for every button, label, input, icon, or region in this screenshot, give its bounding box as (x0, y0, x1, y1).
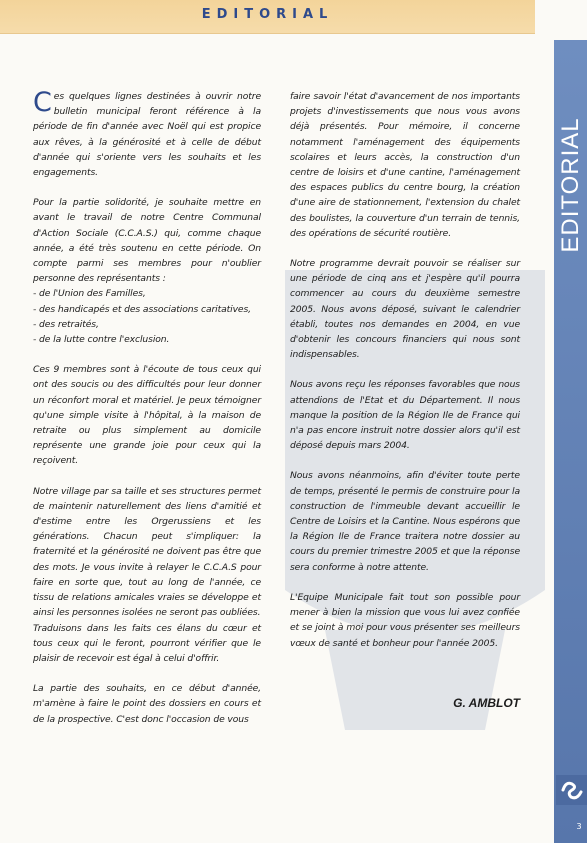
paragraph: Nous avons reçu les réponses favorables que nous attendions de l'Etat et du Département. Il nous manque la position de la Région Ile de France qui n'a pas encore instruit notre dossier alors qu'il est déposé depuis mars 2004. (290, 379, 520, 452)
paragraph: L'Equipe Municipale fait tout son possible pour mener à bien la mission que vous lui avez confiée et se joint à moi pour vous présenter ses meilleurs vœux de santé et bonheur pour l'année 2005. (290, 591, 520, 649)
paragraph: Pour la partie solidorité, je souhaite mettre en avant le travail de notre Centre Communal d'Action Sociale (C.C.A.S.) qui, comme chaque année, a été très soutenu en cette période. On compte parmi ses membres pour n'oublier personne des représentants : (33, 197, 261, 285)
paragraph: Notre village par sa taille et ses structures permet de maintenir naturellement des liens d'amitié et d'estime entre les Orgerussiens et les générations. Chacun peut s'impliquer: la fraternité et la générosité ne doivent pas être que des mots. Je vous invite à relayer le C.C.A.S pour faire en sorte que, tout au long de l'année, ce tissu de relations amicales vraies se développe et ainsi les personnes isolées ne seront pas oubliées. (33, 485, 261, 619)
list-item: - de l'Union des Familles, (33, 288, 146, 300)
list-item: - des retraités, (33, 318, 99, 330)
swirl-logo-icon (556, 775, 587, 805)
paragraph: La partie des souhaits, en ce début d'année, m'amène à faire le point des dossiers en cours et de la prospective. C'est donc l'occasion de vous (33, 683, 261, 725)
side-section-title: EDITORIAL (557, 117, 584, 253)
signature: G. AMBLOT (453, 696, 520, 710)
paragraph: Ces 9 membres sont à l'écoute de tous ceux qui ont des soucis ou des difficultés pour leur donner un réconfort moral et matériel. Je peux témoigner qu'une simple visite à l'hôpital, à la maison de retraite ou plus simplement au domicile représente une grande joie pour ceux qui la reçoivent. (33, 364, 261, 467)
paragraph (33, 89, 261, 180)
paragraph: Notre programme devrait pouvoir se réaliser sur une période de cinq ans et j'espère qu'il pourra commencer au cours du deuxième semestre 2005. Nous avons déposé, suivant le calendrier établi, toutes nos demandes en 2004, en vue d'obtenir les concours financiers qui nous sont indispensables. (290, 258, 520, 361)
page-number: 3 (576, 822, 582, 831)
paragraph: faire savoir l'état d'avancement de nos importants projets d'investissements que nous vous avons déjà présentés. Pour mémoire, il concerne notamment l'aménagement des équipements scolaires et leurs accès, la construction d'un centre de loisirs et d'une cantine, l'aménagement des espaces publics du centre bourg, la création d'une aire de stationnement, l'extension du chalet des boulistes, la couverture d'un terrain de tennis, des opérations de sécurité routière. (290, 91, 520, 239)
section-title: EDITORIAL (201, 7, 334, 22)
list-item: - de la lutte contre l'exclusion. (33, 334, 170, 346)
paragraph: Traduisons dans les faits ces élans du cœur et tous ceux qui le feront, pourront vérifier que le plaisir de recevoir est égal à celui d'offrir. (33, 622, 261, 664)
list-item: - des handicapés et des associations caritatives, (33, 303, 251, 315)
right-column (290, 89, 520, 666)
paragraph: Nous avons néanmoins, afin d'éviter toute perte de temps, présenté le permis de construire pour la construction de l'immeuble devant accueillir le Centre de Loisirs et la Cantine. Nous espérons que la Région Ile de France traitera notre dossier au cours du premier trimestre 2005 et que la réponse sera conforme à notre attente. (290, 470, 520, 573)
left-column (33, 89, 261, 742)
paragraph-text: es quelques lignes destinées à ouvrir notre bulletin municipal feront référence à la période de fin d'année avec Noël qui est propice aux rêves, à la générosité et à celle de début d'année qui s'oriente vers les souhaits et les engagements. (33, 91, 261, 179)
representatives-list (33, 286, 261, 347)
drop-cap: C (33, 87, 52, 118)
